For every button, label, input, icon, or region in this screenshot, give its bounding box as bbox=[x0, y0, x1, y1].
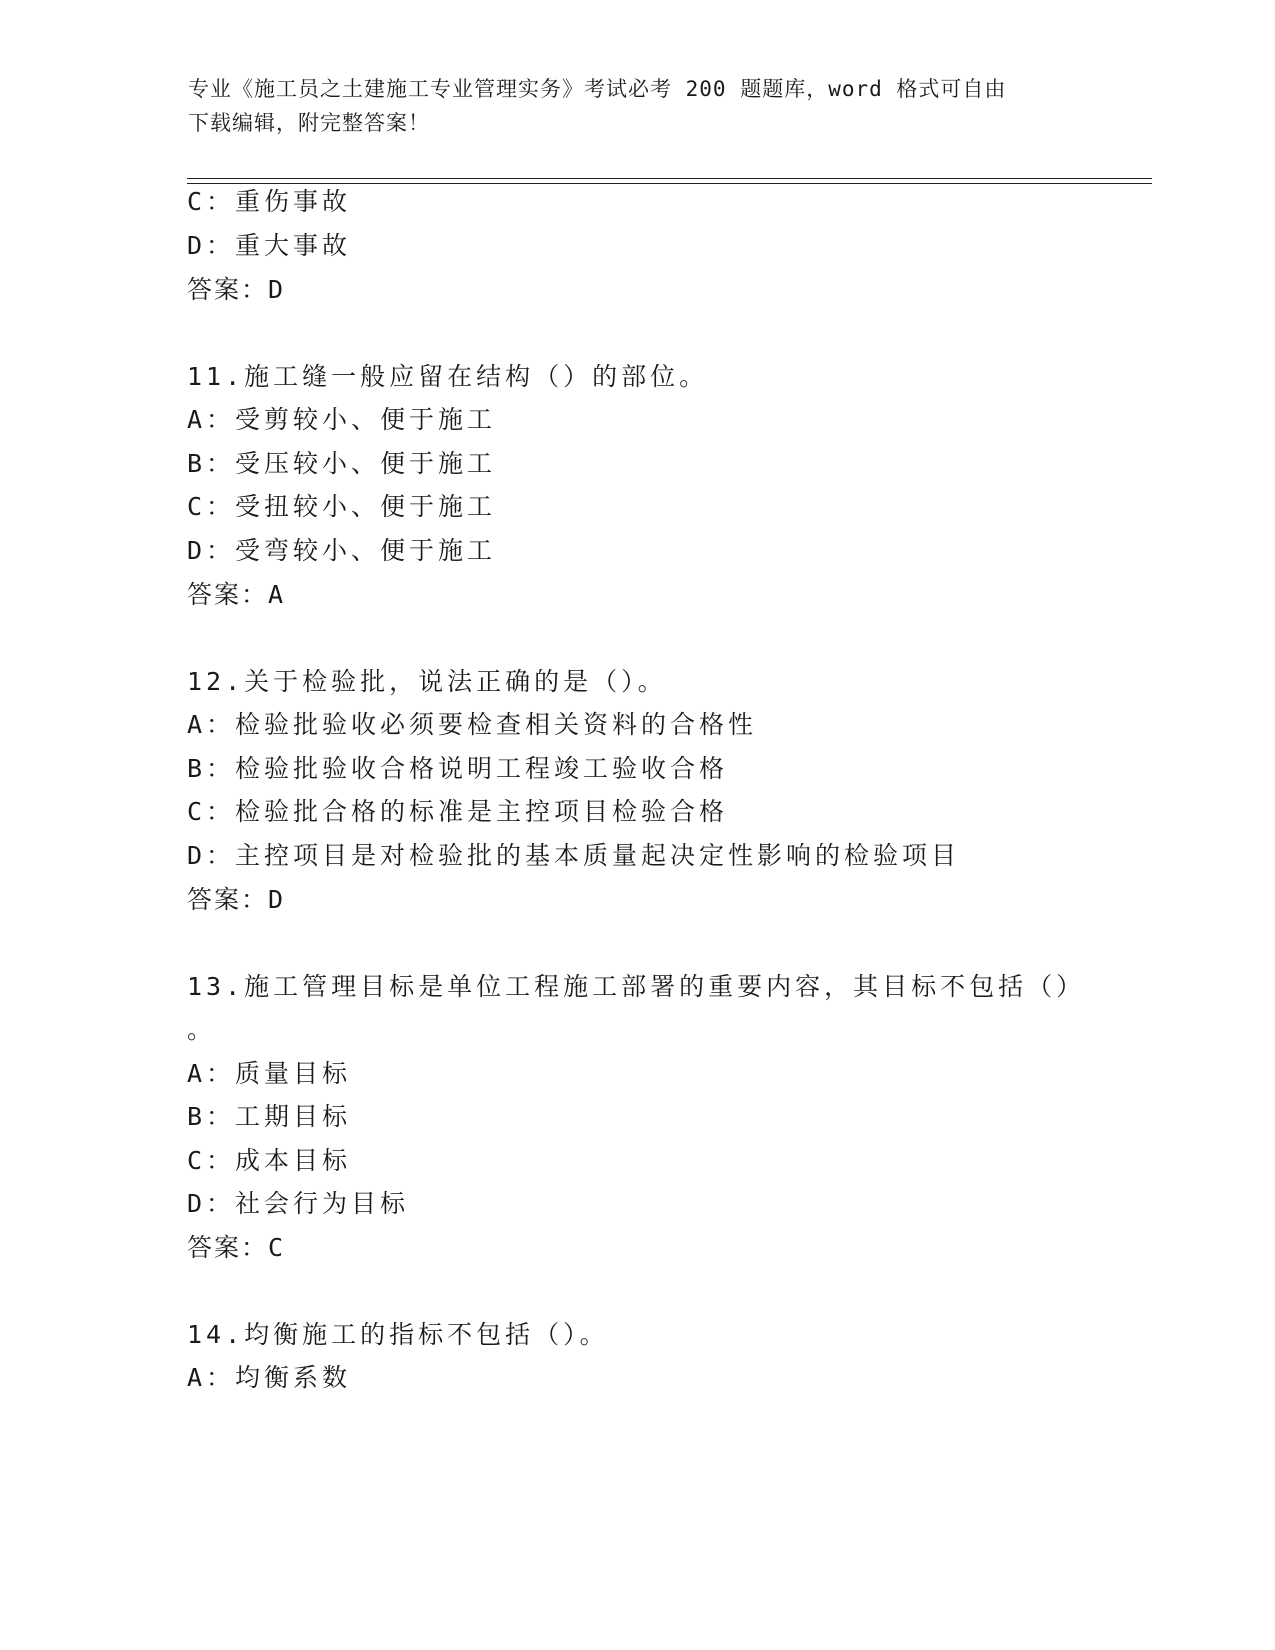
option-a: A：受剪较小、便于施工 bbox=[187, 405, 497, 434]
option-c: C：重伤事故 bbox=[187, 187, 352, 216]
option-a: A：质量目标 bbox=[187, 1059, 352, 1088]
option-d: D：主控项目是对检验批的基本质量起决定性影响的检验项目 bbox=[187, 841, 961, 870]
header-line-1: 专业《施工员之土建施工专业管理实务》考试必考 200 题题库，word 格式可自由 bbox=[188, 77, 1007, 101]
answer: 答案：D bbox=[187, 885, 286, 914]
question-14: 14.均衡施工的指标不包括（）。 bbox=[187, 1320, 609, 1349]
question-13-continuation: 。 bbox=[187, 1015, 217, 1044]
header-line-2: 下载编辑，附完整答案！ bbox=[188, 111, 430, 135]
option-c: C：检验批合格的标准是主控项目检验合格 bbox=[187, 797, 729, 826]
option-c: C：成本目标 bbox=[187, 1146, 352, 1175]
option-a: A：检验批验收必须要检查相关资料的合格性 bbox=[187, 710, 758, 739]
header-rule-bottom bbox=[187, 183, 1152, 184]
option-d: D：受弯较小、便于施工 bbox=[187, 536, 497, 565]
option-a: A：均衡系数 bbox=[187, 1363, 352, 1392]
header-rule-top bbox=[187, 178, 1152, 179]
option-b: B：受压较小、便于施工 bbox=[187, 449, 497, 478]
question-11: 11.施工缝一般应留在结构（）的部位。 bbox=[187, 362, 709, 391]
option-b: B：工期目标 bbox=[187, 1102, 352, 1131]
option-d: D：重大事故 bbox=[187, 231, 352, 260]
option-d: D：社会行为目标 bbox=[187, 1189, 410, 1218]
option-b: B：检验批验收合格说明工程竣工验收合格 bbox=[187, 754, 729, 783]
question-12: 12.关于检验批，说法正确的是（）。 bbox=[187, 667, 667, 696]
answer: 答案：D bbox=[187, 275, 286, 304]
option-c: C：受扭较小、便于施工 bbox=[187, 492, 497, 521]
answer: 答案：A bbox=[187, 580, 286, 609]
document-header bbox=[188, 72, 1068, 140]
question-13: 13.施工管理目标是单位工程施工部署的重要内容，其目标不包括（） bbox=[187, 972, 1086, 1001]
answer: 答案：C bbox=[187, 1233, 286, 1262]
